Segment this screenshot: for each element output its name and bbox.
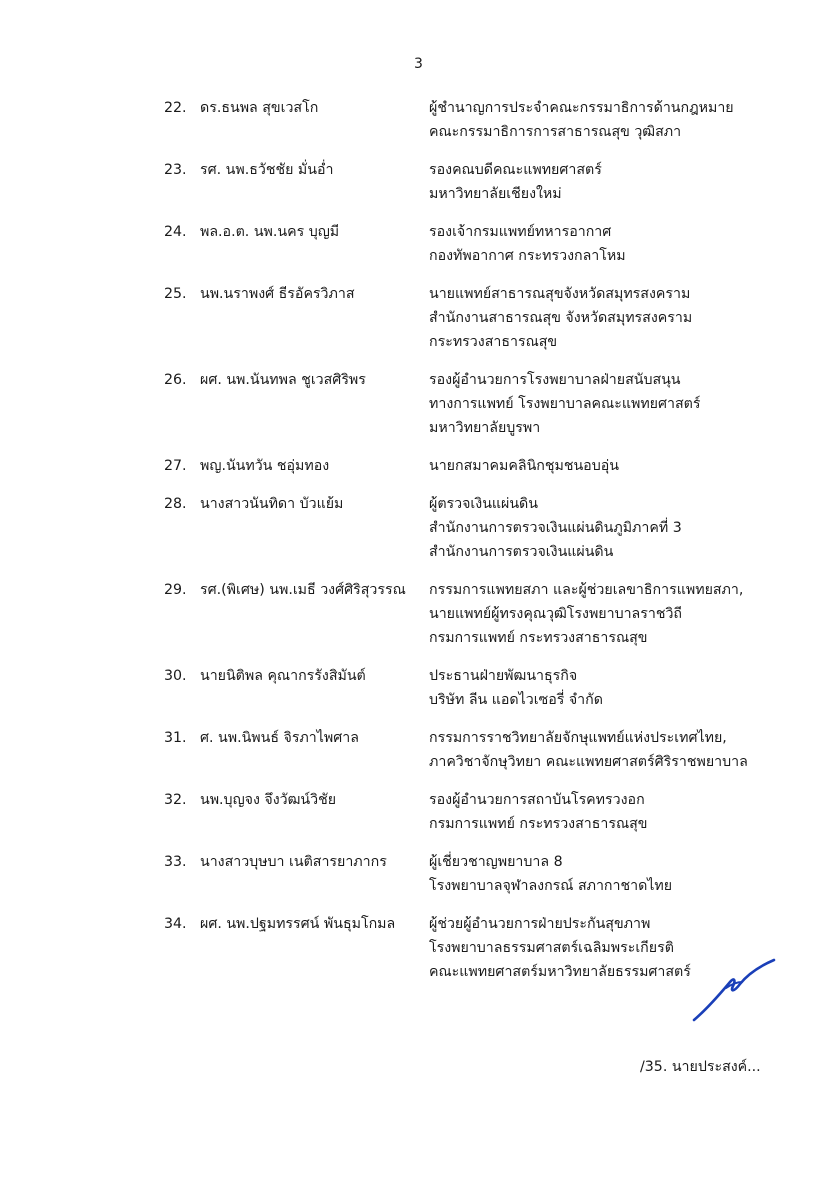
- position-line: โรงพยาบาลจุฬาลงกรณ์ สภากาชาดไทย: [429, 878, 673, 894]
- member-position: [429, 850, 809, 898]
- position-line: รองเจ้ากรมแพทย์ทหารอากาศ: [429, 224, 612, 240]
- member-name: นายนิติพล คุณากรรังสิมันต์: [200, 668, 366, 684]
- member-position: [429, 158, 809, 206]
- list-item: [0, 578, 837, 650]
- member-name: นพ.บุญจง จึงวัฒน์วิชัย: [200, 792, 337, 808]
- entry-number: 34.: [164, 916, 187, 932]
- list-item: [0, 282, 837, 354]
- position-line: กรมการแพทย์ กระทรวงสาธารณสุข: [429, 630, 648, 646]
- position-line: ผู้ตรวจเงินแผ่นดิน: [429, 496, 538, 512]
- member-name: ผศ. นพ.ปฐมทรรศน์ พันธุมโกมล: [200, 916, 396, 932]
- committee-list: [0, 96, 837, 998]
- page-number: 3: [414, 56, 423, 72]
- member-position: [429, 788, 809, 836]
- entry-number: 24.: [164, 224, 187, 240]
- entry-number: 22.: [164, 100, 187, 116]
- member-position: [429, 578, 809, 650]
- position-line: กระทรวงสาธารณสุข: [429, 334, 558, 350]
- member-position: [429, 282, 809, 354]
- member-name: ศ. นพ.นิพนธ์ จิรภาไพศาล: [200, 730, 359, 746]
- member-name: ดร.ธนพล สุขเวสโก: [200, 100, 319, 116]
- entry-number: 26.: [164, 372, 187, 388]
- position-line: โรงพยาบาลธรรมศาสตร์เฉลิมพระเกียรติ: [429, 940, 674, 956]
- position-line: กองทัพอากาศ กระทรวงกลาโหม: [429, 248, 626, 264]
- member-position: [429, 454, 809, 478]
- position-line: นายแพทย์ผู้ทรงคุณวุฒิโรงพยาบาลราชวิถี: [429, 606, 683, 622]
- member-name: พล.อ.ต. นพ.นคร บุญมี: [200, 224, 340, 240]
- entry-number: 27.: [164, 458, 187, 474]
- member-name: นพ.นราพงศ์ ธีรอัครวิภาส: [200, 286, 355, 302]
- member-name: พญ.นันทวัน ชอุ่มทอง: [200, 458, 330, 474]
- position-line: บริษัท ลีน แอดไวเซอรี่ จำกัด: [429, 692, 603, 708]
- member-position: [429, 664, 809, 712]
- position-line: รองผู้อำนวยการสถาบันโรคทรวงอก: [429, 792, 645, 808]
- member-name: ผศ. นพ.นันทพล ชูเวสศิริพร: [200, 372, 366, 388]
- list-item: [0, 850, 837, 898]
- entry-number: 28.: [164, 496, 187, 512]
- list-item: [0, 492, 837, 564]
- member-name: นางสาวบุษบา เนติสารยาภากร: [200, 854, 387, 870]
- list-item: [0, 454, 837, 478]
- member-position: [429, 492, 809, 564]
- position-line: กรมการแพทย์ กระทรวงสาธารณสุข: [429, 816, 648, 832]
- list-item: [0, 368, 837, 440]
- list-item: [0, 158, 837, 206]
- next-page-reference: /35. นายประสงค์...: [640, 1059, 761, 1075]
- position-line: นายแพทย์สาธารณสุขจังหวัดสมุทรสงคราม: [429, 286, 691, 302]
- position-line: ประธานฝ่ายพัฒนาธุรกิจ: [429, 668, 578, 684]
- entry-number: 30.: [164, 668, 187, 684]
- position-line: มหาวิทยาลัยเชียงใหม่: [429, 186, 562, 202]
- member-position: [429, 368, 809, 440]
- position-line: ผู้ชำนาญการประจำคณะกรรมาธิการด้านกฎหมาย: [429, 100, 734, 116]
- list-item: [0, 788, 837, 836]
- entry-number: 29.: [164, 582, 187, 598]
- position-line: สำนักงานการตรวจเงินแผ่นดิน: [429, 544, 614, 560]
- signature-mark: [690, 958, 780, 1028]
- member-name: รศ. นพ.ธวัชชัย มั่นอ่ำ: [200, 162, 334, 178]
- entry-number: 32.: [164, 792, 187, 808]
- list-item: [0, 96, 837, 144]
- list-item: [0, 726, 837, 774]
- position-line: มหาวิทยาลัยบูรพา: [429, 420, 541, 436]
- position-line: คณะแพทยศาสตร์มหาวิทยาลัยธรรมศาสตร์: [429, 964, 691, 980]
- member-position: [429, 96, 809, 144]
- member-name: นางสาวนันทิดา บัวแย้ม: [200, 496, 344, 512]
- position-line: กรรมการราชวิทยาลัยจักษุแพทย์แห่งประเทศไทย,: [429, 730, 727, 746]
- member-name: รศ.(พิเศษ) นพ.เมธี วงศ์ศิริสุวรรณ: [200, 582, 406, 598]
- list-item: [0, 220, 837, 268]
- position-line: สำนักงานการตรวจเงินแผ่นดินภูมิภาคที่ 3: [429, 520, 682, 536]
- position-line: คณะกรรมาธิการการสาธารณสุข วุฒิสภา: [429, 124, 682, 140]
- entry-number: 25.: [164, 286, 187, 302]
- entry-number: 31.: [164, 730, 187, 746]
- position-line: สำนักงานสาธารณสุข จังหวัดสมุทรสงคราม: [429, 310, 693, 326]
- position-line: ภาควิชาจักษุวิทยา คณะแพทยศาสตร์ศิริราชพยาบาล: [429, 754, 748, 770]
- member-position: [429, 726, 809, 774]
- member-position: [429, 220, 809, 268]
- position-line: ผู้เชี่ยวชาญพยาบาล 8: [429, 854, 563, 870]
- position-line: นายกสมาคมคลินิกชุมชนอบอุ่น: [429, 458, 619, 474]
- position-line: กรรมการแพทยสภา และผู้ช่วยเลขาธิการแพทยสภา,: [429, 582, 744, 598]
- entry-number: 33.: [164, 854, 187, 870]
- position-line: รองผู้อำนวยการโรงพยาบาลฝ่ายสนับสนุน: [429, 372, 681, 388]
- position-line: รองคณบดีคณะแพทยศาสตร์: [429, 162, 602, 178]
- position-line: ผู้ช่วยผู้อำนวยการฝ่ายประกันสุขภาพ: [429, 916, 651, 932]
- entry-number: 23.: [164, 162, 187, 178]
- position-line: ทางการแพทย์ โรงพยาบาลคณะแพทยศาสตร์: [429, 396, 701, 412]
- list-item: [0, 664, 837, 712]
